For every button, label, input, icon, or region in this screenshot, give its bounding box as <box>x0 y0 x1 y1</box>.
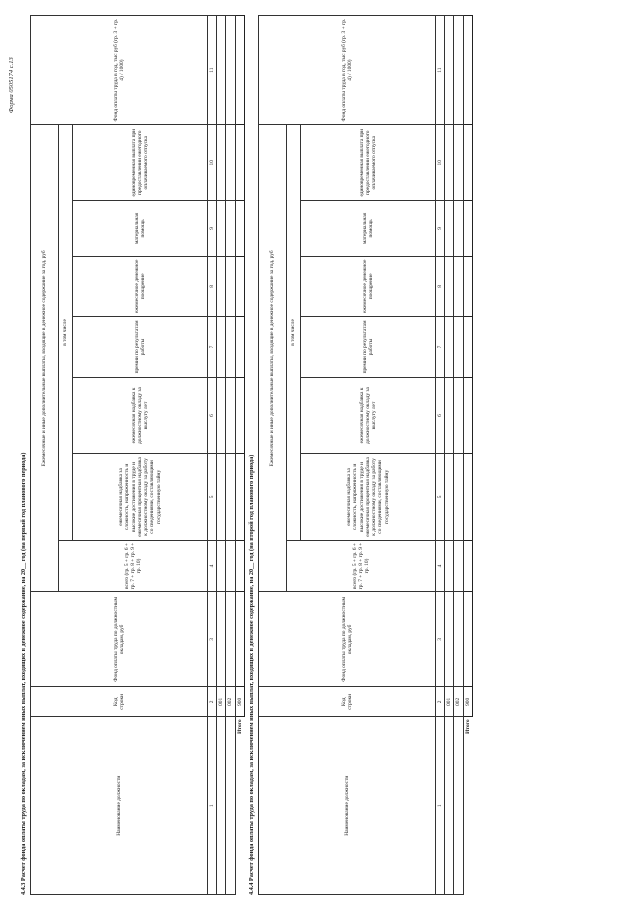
col-number: 4 <box>208 540 217 592</box>
cell-input[interactable] <box>226 201 235 256</box>
cell-input[interactable] <box>463 317 472 377</box>
cell-input[interactable] <box>226 377 235 454</box>
header-seniority-bonus: ежемесячная надбавка к должностному окладу за выслугу лет <box>73 377 208 454</box>
header-annual-fund: Фонд оплаты труда в год, тыс руб (гр. 3 + гр. 4) / 1000) <box>31 16 208 125</box>
header-position-name: Наименование должности <box>31 717 208 895</box>
cell-code: 001 <box>217 687 226 717</box>
cell-input[interactable] <box>445 540 454 592</box>
cell-input[interactable] <box>217 540 226 592</box>
col-number: 2 <box>436 687 445 717</box>
table-row <box>454 16 463 895</box>
cell-input[interactable] <box>445 201 454 256</box>
col-number: 10 <box>436 125 445 201</box>
col-number: 8 <box>436 256 445 317</box>
table-row <box>445 16 454 895</box>
total-label: Итого <box>236 719 243 734</box>
cell-input[interactable] <box>454 201 463 256</box>
col-number: 6 <box>208 377 217 454</box>
cell-input[interactable] <box>217 592 226 687</box>
table-row <box>226 16 235 895</box>
col-number: 3 <box>436 592 445 687</box>
cell-code: 900 <box>463 687 472 717</box>
cell-input[interactable] <box>235 592 244 687</box>
cell-input[interactable] <box>226 125 235 201</box>
cell-input[interactable] <box>217 125 226 201</box>
header-material-aid: материальная помощь <box>73 201 208 256</box>
col-number: 10 <box>208 125 217 201</box>
header-row-code: Код строки <box>259 687 436 717</box>
col-number: 4 <box>436 540 445 592</box>
cell-input[interactable] <box>463 256 472 317</box>
col-number: 3 <box>208 592 217 687</box>
header-monthly-incentive: ежемесячное денежное поощрение <box>301 256 436 317</box>
col-number: 9 <box>436 201 445 256</box>
cell-input[interactable] <box>463 377 472 454</box>
cell-input[interactable] <box>235 201 244 256</box>
cell-input[interactable] <box>445 592 454 687</box>
cell-input[interactable] <box>454 454 463 540</box>
col-number: 6 <box>436 377 445 454</box>
cell-input[interactable] <box>454 592 463 687</box>
cell-input[interactable] <box>463 16 472 125</box>
section-1-title: 4.4.3 Расчет фонда оплаты труда по окладам, за исключением иных выплат, входящих в денежное содержание, на 20__ год (на первый год планового периода) <box>20 452 27 895</box>
header-vacation-payment: единовременная выплата при предоставлении ежегодного оплачиваемого отпуска <box>73 125 208 201</box>
cell-position[interactable] <box>217 717 226 895</box>
cell-code: 001 <box>445 687 454 717</box>
cell-code: 002 <box>226 687 235 717</box>
header-annual-fund: Фонд оплаты труда в год, тыс руб (гр. 3 + гр. 4) / 1000) <box>259 16 436 125</box>
cell-input[interactable] <box>463 201 472 256</box>
cell-input[interactable] <box>217 454 226 540</box>
cell-input[interactable] <box>445 317 454 377</box>
col-number: 5 <box>208 454 217 540</box>
cell-code: 002 <box>454 687 463 717</box>
header-salary-fund: Фонд оплаты труда по должностным окладам, руб <box>31 592 208 687</box>
header-total-extra: всего (гр. 5 + гр. 6 + гр. 7 + гр. 8 + гр. 9 + гр. 10) <box>287 540 436 592</box>
col-number: 9 <box>208 201 217 256</box>
cell-input[interactable] <box>454 377 463 454</box>
cell-input[interactable] <box>235 125 244 201</box>
section-2-table <box>258 15 473 895</box>
cell-input[interactable] <box>463 125 472 201</box>
col-number: 7 <box>436 317 445 377</box>
cell-input[interactable] <box>235 256 244 317</box>
col-number: 5 <box>436 454 445 540</box>
header-vacation-payment: единовременная выплата при предоставлении ежегодного оплачиваемого отпуска <box>301 125 436 201</box>
header-total-extra: всего (гр. 5 + гр. 6 + гр. 7 + гр. 8 + гр. 9 + гр. 10) <box>59 540 208 592</box>
header-seniority-bonus: ежемесячная надбавка к должностному окладу за выслугу лет <box>301 377 436 454</box>
cell-position[interactable] <box>454 717 463 895</box>
cell-position[interactable] <box>226 717 235 895</box>
cell-input[interactable] <box>235 377 244 454</box>
col-number: 1 <box>208 717 217 895</box>
header-complexity-bonus: ежемесячная надбавка за сложность, напряженность и высокие достижения в труде и ежемесячная процентная надбавка к должностному окладу за работу со сведениями, составляющими государственную тайну <box>301 454 436 540</box>
header-including: в том числе <box>59 125 73 540</box>
cell-input[interactable] <box>445 377 454 454</box>
header-material-aid: материальная помощь <box>301 201 436 256</box>
header-extra-payments-group: Ежемесячные и иные дополнительные выплаты, входящие в денежное содержание за год, руб <box>31 125 59 592</box>
table-row-total <box>463 16 472 895</box>
cell-input[interactable] <box>463 592 472 687</box>
table-row <box>217 16 226 895</box>
col-number: 7 <box>208 317 217 377</box>
cell-input[interactable] <box>226 540 235 592</box>
header-row-code: Код строки <box>31 687 208 717</box>
header-extra-payments-group: Ежемесячные и иные дополнительные выплаты, входящие в денежное содержание за год, руб <box>259 125 287 592</box>
header-performance-bonus: премии по результатам работы <box>301 317 436 377</box>
table-row-total <box>235 16 244 895</box>
cell-input[interactable] <box>226 454 235 540</box>
cell-input[interactable] <box>445 16 454 125</box>
col-number: 1 <box>436 717 445 895</box>
cell-input[interactable] <box>454 16 463 125</box>
cell-input[interactable] <box>217 256 226 317</box>
form-id: Форма 0505174 с.13 <box>8 57 15 113</box>
cell-input[interactable] <box>235 317 244 377</box>
cell-input[interactable] <box>235 16 244 125</box>
cell-input[interactable] <box>217 377 226 454</box>
cell-input[interactable] <box>445 454 454 540</box>
section-1-table <box>30 15 245 895</box>
cell-input[interactable] <box>463 454 472 540</box>
cell-input[interactable] <box>226 16 235 125</box>
header-position-name: Наименование должности <box>259 717 436 895</box>
section-2-title: 4.4.4 Расчет фонда оплаты труда по окладам, за исключением иных выплат, входящих в денежное содержание, на 20__ год (на второй год планового периода) <box>248 454 255 895</box>
cell-input[interactable] <box>454 540 463 592</box>
header-salary-fund: Фонд оплаты труда по должностным окладам, руб <box>259 592 436 687</box>
cell-input[interactable] <box>235 454 244 540</box>
total-label: Итого <box>464 719 471 734</box>
cell-input[interactable] <box>445 256 454 317</box>
cell-input[interactable] <box>454 125 463 201</box>
cell-input[interactable] <box>217 201 226 256</box>
header-monthly-incentive: ежемесячное денежное поощрение <box>73 256 208 317</box>
col-number: 11 <box>208 16 217 125</box>
col-number: 11 <box>436 16 445 125</box>
cell-input[interactable] <box>226 256 235 317</box>
col-number: 8 <box>208 256 217 317</box>
header-including: в том числе <box>287 125 301 540</box>
cell-input[interactable] <box>454 256 463 317</box>
col-number: 2 <box>208 687 217 717</box>
header-performance-bonus: премии по результатам работы <box>73 317 208 377</box>
cell-input[interactable] <box>226 317 235 377</box>
cell-input[interactable] <box>217 16 226 125</box>
cell-input[interactable] <box>445 125 454 201</box>
cell-input[interactable] <box>235 540 244 592</box>
cell-code: 900 <box>235 687 244 717</box>
cell-input[interactable] <box>226 592 235 687</box>
cell-position[interactable] <box>445 717 454 895</box>
cell-input[interactable] <box>454 317 463 377</box>
header-complexity-bonus: ежемесячная надбавка за сложность, напряженность и высокие достижения в труде и ежемесячная процентная надбавка к должностному окладу за работу со сведениями, составляющими государственную тайну <box>73 454 208 540</box>
cell-input[interactable] <box>217 317 226 377</box>
cell-input[interactable] <box>463 540 472 592</box>
